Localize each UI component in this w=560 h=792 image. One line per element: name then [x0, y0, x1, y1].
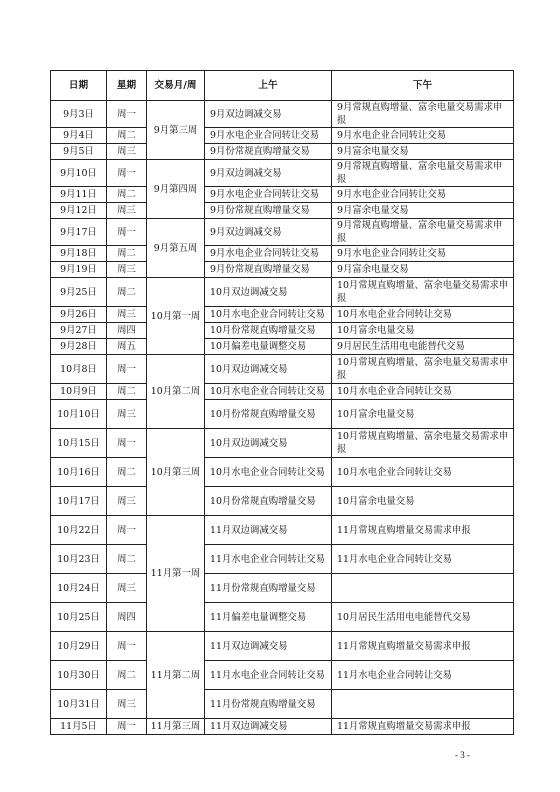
date-cell: 10月25日 — [51, 603, 107, 632]
date-cell: 9月4日 — [51, 128, 107, 144]
afternoon-session-cell: 9月水电企业合同转让交易 — [332, 246, 514, 262]
afternoon-session-cell: 10月水电企业合同转让交易 — [332, 307, 514, 323]
table-row — [51, 632, 514, 661]
trading-week-cell: 11月第三周 — [147, 719, 205, 735]
morning-session-cell: 10月份常规直购增量交易 — [205, 323, 332, 339]
table-row — [51, 219, 514, 246]
morning-session-cell: 10月双边调减交易 — [205, 278, 332, 307]
trading-week-cell: 10月第二周 — [147, 355, 205, 429]
date-cell: 9月12日 — [51, 203, 107, 219]
morning-session-cell: 9月份常规直购增量交易 — [205, 144, 332, 160]
morning-session-cell: 10月份常规直购增量交易 — [205, 487, 332, 516]
weekday-cell: 周四 — [107, 603, 147, 632]
date-cell: 9月3日 — [51, 101, 107, 128]
date-cell: 10月9日 — [51, 384, 107, 400]
morning-session-cell: 11月份常规直购增量交易 — [205, 574, 332, 603]
date-cell: 9月11日 — [51, 187, 107, 203]
date-cell: 9月28日 — [51, 339, 107, 355]
weekday-cell: 周三 — [107, 144, 147, 160]
afternoon-session-cell: 10月水电企业合同转让交易 — [332, 384, 514, 400]
table-row — [51, 574, 514, 603]
morning-session-cell: 10月双边调减交易 — [205, 355, 332, 384]
date-cell: 10月30日 — [51, 661, 107, 690]
weekday-cell: 周二 — [107, 246, 147, 262]
weekday-cell: 周三 — [107, 400, 147, 429]
date-cell: 9月17日 — [51, 219, 107, 246]
date-cell: 10月29日 — [51, 632, 107, 661]
trading-week-cell: 11月第二周 — [147, 632, 205, 719]
afternoon-session-cell: 10月富余电量交易 — [332, 323, 514, 339]
table-row — [51, 187, 514, 203]
table-row — [51, 203, 514, 219]
date-cell: 9月5日 — [51, 144, 107, 160]
date-cell: 10月16日 — [51, 458, 107, 487]
date-cell: 11月5日 — [51, 719, 107, 735]
table-row — [51, 429, 514, 458]
morning-session-cell: 11月双边调减交易 — [205, 719, 332, 735]
afternoon-session-cell: 10月富余电量交易 — [332, 487, 514, 516]
header-afternoon: 下午 — [332, 71, 514, 101]
afternoon-session-cell: 9月富余电量交易 — [332, 203, 514, 219]
weekday-cell: 周二 — [107, 661, 147, 690]
header-trading-week: 交易月/周 — [147, 71, 205, 101]
page-number: - 3 - — [455, 750, 470, 760]
afternoon-session-cell: 9月水电企业合同转让交易 — [332, 128, 514, 144]
header-morning: 上午 — [205, 71, 332, 101]
morning-session-cell: 11月双边调减交易 — [205, 516, 332, 545]
table-row — [51, 160, 514, 187]
weekday-cell: 周一 — [107, 355, 147, 384]
weekday-cell: 周二 — [107, 278, 147, 307]
morning-session-cell: 11月份常规直购增量交易 — [205, 690, 332, 719]
table-row — [51, 661, 514, 690]
table-row — [51, 487, 514, 516]
table-row — [51, 516, 514, 545]
afternoon-session-cell: 10月富余电量交易 — [332, 400, 514, 429]
morning-session-cell: 11月水电企业合同转让交易 — [205, 661, 332, 690]
afternoon-session-cell: 10月常规直购增量、富余电量交易需求申报 — [332, 278, 514, 307]
table-row — [51, 128, 514, 144]
afternoon-session-cell: 9月富余电量交易 — [332, 262, 514, 278]
morning-session-cell: 9月份常规直购增量交易 — [205, 262, 332, 278]
weekday-cell: 周一 — [107, 632, 147, 661]
table-row — [51, 400, 514, 429]
date-cell: 10月23日 — [51, 545, 107, 574]
morning-session-cell: 9月双边调减交易 — [205, 160, 332, 187]
morning-session-cell: 9月双边调减交易 — [205, 101, 332, 128]
trading-schedule-table — [50, 70, 514, 735]
weekday-cell: 周三 — [107, 487, 147, 516]
trading-week-cell: 9月第四周 — [147, 160, 205, 219]
morning-session-cell: 10月水电企业合同转让交易 — [205, 458, 332, 487]
weekday-cell: 周三 — [107, 690, 147, 719]
table-row — [51, 278, 514, 307]
morning-session-cell: 10月双边调减交易 — [205, 429, 332, 458]
date-cell: 10月31日 — [51, 690, 107, 719]
afternoon-session-cell: 11月常规直购增量交易需求申报 — [332, 632, 514, 661]
afternoon-session-cell: 9月富余电量交易 — [332, 144, 514, 160]
weekday-cell: 周一 — [107, 429, 147, 458]
afternoon-session-cell: 9月常规直购增量、富余电量交易需求申报 — [332, 219, 514, 246]
afternoon-session-cell — [332, 690, 514, 719]
date-cell: 10月24日 — [51, 574, 107, 603]
table-row — [51, 307, 514, 323]
date-cell: 9月18日 — [51, 246, 107, 262]
weekday-cell: 周二 — [107, 128, 147, 144]
table-body — [51, 101, 514, 735]
weekday-cell: 周一 — [107, 516, 147, 545]
afternoon-session-cell — [332, 574, 514, 603]
afternoon-session-cell: 11月常规直购增量交易需求申报 — [332, 516, 514, 545]
date-cell: 9月19日 — [51, 262, 107, 278]
table-row — [51, 144, 514, 160]
weekday-cell: 周二 — [107, 187, 147, 203]
morning-session-cell: 10月份常规直购增量交易 — [205, 400, 332, 429]
date-cell: 10月17日 — [51, 487, 107, 516]
morning-session-cell: 9月水电企业合同转让交易 — [205, 246, 332, 262]
weekday-cell: 周二 — [107, 384, 147, 400]
afternoon-session-cell: 9月常规直购增量、富余电量交易需求申报 — [332, 160, 514, 187]
date-cell: 10月10日 — [51, 400, 107, 429]
table-row — [51, 545, 514, 574]
trading-week-cell: 11月第一周 — [147, 516, 205, 632]
weekday-cell: 周三 — [107, 262, 147, 278]
morning-session-cell: 9月水电企业合同转让交易 — [205, 187, 332, 203]
date-cell: 9月27日 — [51, 323, 107, 339]
table-row — [51, 355, 514, 384]
morning-session-cell: 10月偏差电量调整交易 — [205, 339, 332, 355]
afternoon-session-cell: 11月水电企业合同转让交易 — [332, 545, 514, 574]
date-cell: 10月15日 — [51, 429, 107, 458]
table-row — [51, 323, 514, 339]
weekday-cell: 周一 — [107, 160, 147, 187]
date-cell: 9月10日 — [51, 160, 107, 187]
table-row — [51, 690, 514, 719]
weekday-cell: 周二 — [107, 458, 147, 487]
header-weekday: 星期 — [107, 71, 147, 101]
morning-session-cell: 10月水电企业合同转让交易 — [205, 384, 332, 400]
date-cell: 10月8日 — [51, 355, 107, 384]
weekday-cell: 周一 — [107, 719, 147, 735]
table-row — [51, 384, 514, 400]
morning-session-cell: 9月双边调减交易 — [205, 219, 332, 246]
table-row — [51, 101, 514, 128]
trading-week-cell: 10月第一周 — [147, 278, 205, 355]
weekday-cell: 周一 — [107, 219, 147, 246]
table-row — [51, 719, 514, 735]
afternoon-session-cell: 9月居民生活用电电能替代交易 — [332, 339, 514, 355]
morning-session-cell: 10月水电企业合同转让交易 — [205, 307, 332, 323]
trading-week-cell: 9月第三周 — [147, 101, 205, 160]
afternoon-session-cell: 10月常规直购增量、富余电量交易需求申报 — [332, 355, 514, 384]
weekday-cell: 周三 — [107, 203, 147, 219]
date-cell: 9月25日 — [51, 278, 107, 307]
table-row — [51, 339, 514, 355]
morning-session-cell: 9月水电企业合同转让交易 — [205, 128, 332, 144]
table-row — [51, 603, 514, 632]
afternoon-session-cell: 11月常规直购增量交易需求申报 — [332, 719, 514, 735]
weekday-cell: 周二 — [107, 545, 147, 574]
morning-session-cell: 11月偏差电量调整交易 — [205, 603, 332, 632]
date-cell: 9月26日 — [51, 307, 107, 323]
weekday-cell: 周四 — [107, 323, 147, 339]
afternoon-session-cell: 10月水电企业合同转让交易 — [332, 458, 514, 487]
trading-week-cell: 9月第五周 — [147, 219, 205, 278]
header-date: 日期 — [51, 71, 107, 101]
date-cell: 10月22日 — [51, 516, 107, 545]
afternoon-session-cell: 10月常规直购增量、富余电量交易需求申报 — [332, 429, 514, 458]
weekday-cell: 周一 — [107, 101, 147, 128]
trading-week-cell: 10月第三周 — [147, 429, 205, 516]
table-row — [51, 246, 514, 262]
afternoon-session-cell: 11月水电企业合同转让交易 — [332, 661, 514, 690]
weekday-cell: 周三 — [107, 307, 147, 323]
morning-session-cell: 11月双边调减交易 — [205, 632, 332, 661]
weekday-cell: 周三 — [107, 574, 147, 603]
table-row — [51, 458, 514, 487]
morning-session-cell: 11月水电企业合同转让交易 — [205, 545, 332, 574]
afternoon-session-cell: 9月水电企业合同转让交易 — [332, 187, 514, 203]
weekday-cell: 周五 — [107, 339, 147, 355]
afternoon-session-cell: 9月常规直购增量、富余电量交易需求申报 — [332, 101, 514, 128]
table-row — [51, 262, 514, 278]
table-header-row — [51, 71, 514, 101]
afternoon-session-cell: 10月居民生活用电电能替代交易 — [332, 603, 514, 632]
morning-session-cell: 9月份常规直购增量交易 — [205, 203, 332, 219]
